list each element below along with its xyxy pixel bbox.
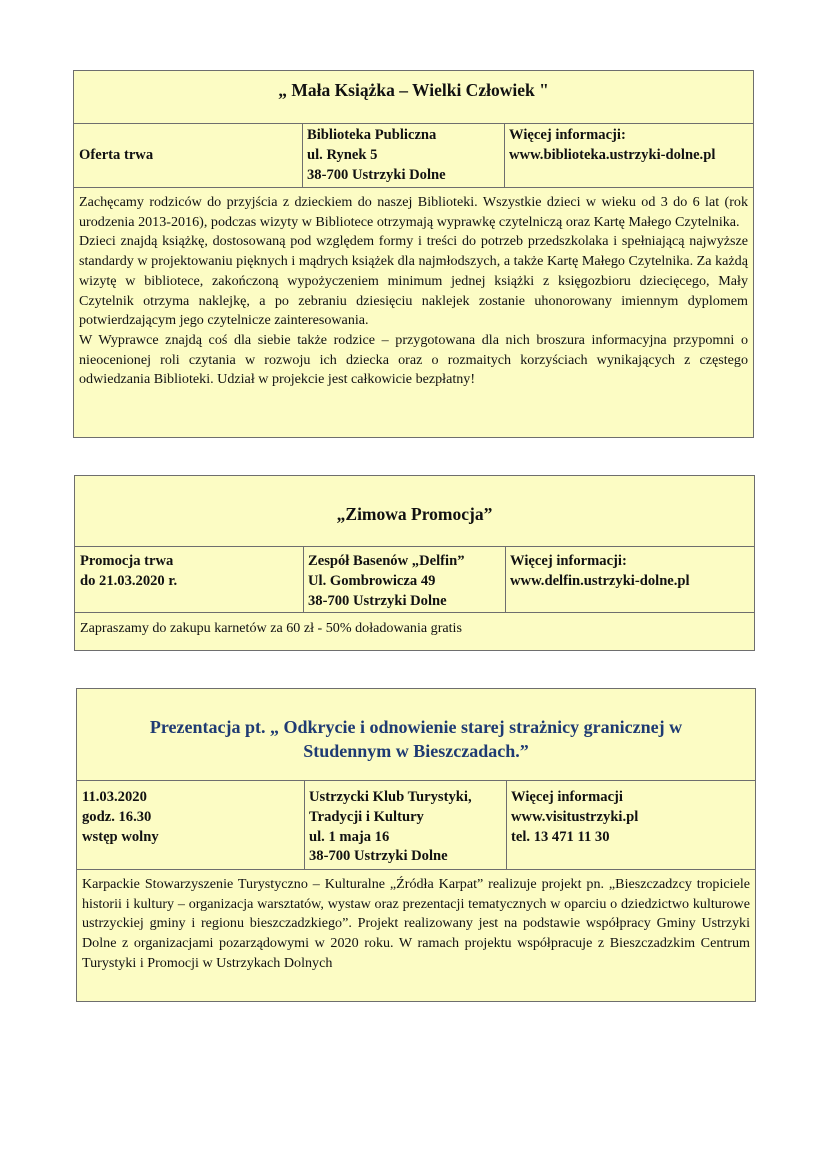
event-description: Zapraszamy do zakupu karnetów za 60 zł - 50% doładowania gratis	[80, 620, 462, 636]
event-title: Prezentacja pt. „ Odkrycie i odnowienie starej strażnicy granicznej w Studennym w Bieszczadach.”	[149, 717, 683, 761]
column-divider	[304, 780, 305, 869]
website-link[interactable]: www.biblioteka.ustrzyki-dolne.pl	[509, 146, 716, 163]
offer-duration-label: Oferta trwa	[79, 147, 154, 163]
venue-address: Biblioteka Publiczna ul. Rynek 5 38-700 Ustrzyki Dolne	[307, 127, 446, 183]
venue-address: Zespół Basenów „Delfin” Ul. Gombrowicza 49 38-700 Ustrzyki Dolne	[308, 553, 465, 609]
website-link[interactable]: www.delfin.ustrzyki-dolne.pl	[510, 572, 690, 589]
column-divider	[505, 546, 506, 612]
divider	[77, 869, 755, 870]
column-divider	[504, 123, 505, 187]
column-divider	[506, 780, 507, 869]
divider	[75, 546, 754, 547]
website-link[interactable]: www.visitustrzyki.pl	[511, 808, 639, 825]
event-title: „ Mała Książka – Wielki Człowiek "	[278, 80, 549, 100]
event-card-zimowa-promocja	[74, 475, 755, 651]
divider	[75, 612, 754, 613]
event-date-time: 11.03.2020 godz. 16.30 wstęp wolny	[82, 789, 159, 845]
venue-address: Ustrzycki Klub Turystyki, Tradycji i Kultury ul. 1 maja 16 38-700 Ustrzyki Dolne	[309, 789, 472, 865]
phone-number: tel. 13 471 11 30	[511, 828, 610, 845]
more-info: Więcej informacji www.visitustrzyki.pl tel. 13 471 11 30	[511, 788, 638, 847]
column-divider	[303, 546, 304, 612]
event-title: „Zimowa Promocja”	[336, 504, 493, 524]
column-divider	[302, 123, 303, 187]
event-description: Karpackie Stowarzyszenie Turystyczno – Kulturalne „Źródła Karpat” realizuje projekt pn. „Bieszczadzcy tropiciele historii i kultury – organizacja warsztatów, wystaw oraz prezentacji tematycznych w oparciu o dziedzictwo kulturowe ustrzyckiej gminy i regionu bieszczadzkiego”. Projekt realizowany jest na podstawie współpracy Gminy Ustrzyki Dolne z organizacjami pozarządowymi w 2020 roku. W ramach projektu współpracuje z Bieszczadzkim Centrum Turystyki i Promocji w Ustrzykach Dolnych	[82, 876, 750, 971]
event-card-prezentacja	[76, 688, 756, 1002]
promotion-duration: Promocja trwa do 21.03.2020 r.	[80, 553, 178, 589]
more-info: Więcej informacji: www.delfin.ustrzyki-dolne.pl	[510, 552, 690, 592]
divider	[74, 187, 753, 188]
event-description: Zachęcamy rodziców do przyjścia z dzieckiem do naszej Biblioteki. Wszystkie dzieci w wieku od 3 do 6 lat (rok urodzenia 2013-2016), podczas wizyty w Bibliotece otrzymają wyprawkę czytelniczą oraz Kartę Małego Czytelnika. Dzieci znajdą książkę, dostosowaną pod względem formy i treści do potrzeb przedszkolaka i spełniającą najwyższe standardy w projektowaniu pięknych i mądrych książek dla najmłodszych, a także Kartę Małego Czytelnika. Za każdą wizytę w bibliotece, zakończoną wypożyczeniem minimum jednej książki z księgozbioru dziecięcego, Mały Czytelnik otrzyma naklejkę, a po zebraniu dziesięciu naklejek zostanie uhonorowany imiennym dyplomem potwierdzającym jego czytelnicze zainteresowania. W Wyprawce znajdą coś dla siebie także rodzice – przygotowana dla nich broszura informacyjna przypomni o nieocenionej roli czytania w rozwoju ich dziecka oraz o rozmaitych korzyściach wynikających z częstego odwiedzania Biblioteki. Udział w projekcie jest całkowicie bezpłatny!	[79, 194, 748, 388]
divider	[77, 780, 755, 781]
more-info: Więcej informacji: www.biblioteka.ustrzyki-dolne.pl	[509, 126, 715, 166]
divider	[74, 123, 753, 124]
event-card-mala-ksiazka	[73, 70, 754, 438]
